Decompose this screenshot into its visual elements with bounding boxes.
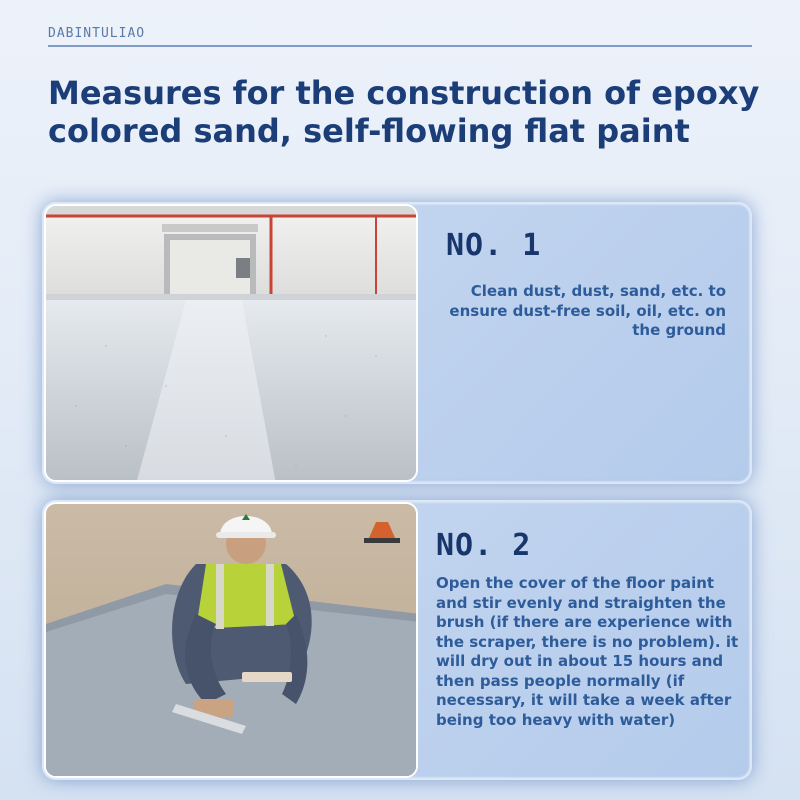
brand-label: DABINTULIAO xyxy=(48,26,146,41)
header-rule xyxy=(48,45,752,47)
step-number-1: NO. 1 xyxy=(446,228,542,263)
step-text-1: Clean dust, dust, sand, etc. to ensure dust-free soil, oil, etc. on the ground xyxy=(449,282,726,339)
warehouse-floor-photo xyxy=(44,204,418,482)
step-card-1 xyxy=(42,202,752,484)
worker-troweling-photo xyxy=(44,502,418,778)
step-text-2: Open the cover of the floor paint and stir evenly and straighten the brush (if there are experience with the scraper, there is no problem). it will dry out in about 15 hours and then pass people normally (if necessary, it will take a week after being too heavy with water) xyxy=(436,574,739,729)
page-title: Measures for the construction of epoxy colored sand, self-flowing flat paint xyxy=(48,74,760,150)
step-card-2 xyxy=(42,500,752,780)
step-number-2: NO. 2 xyxy=(436,528,532,563)
